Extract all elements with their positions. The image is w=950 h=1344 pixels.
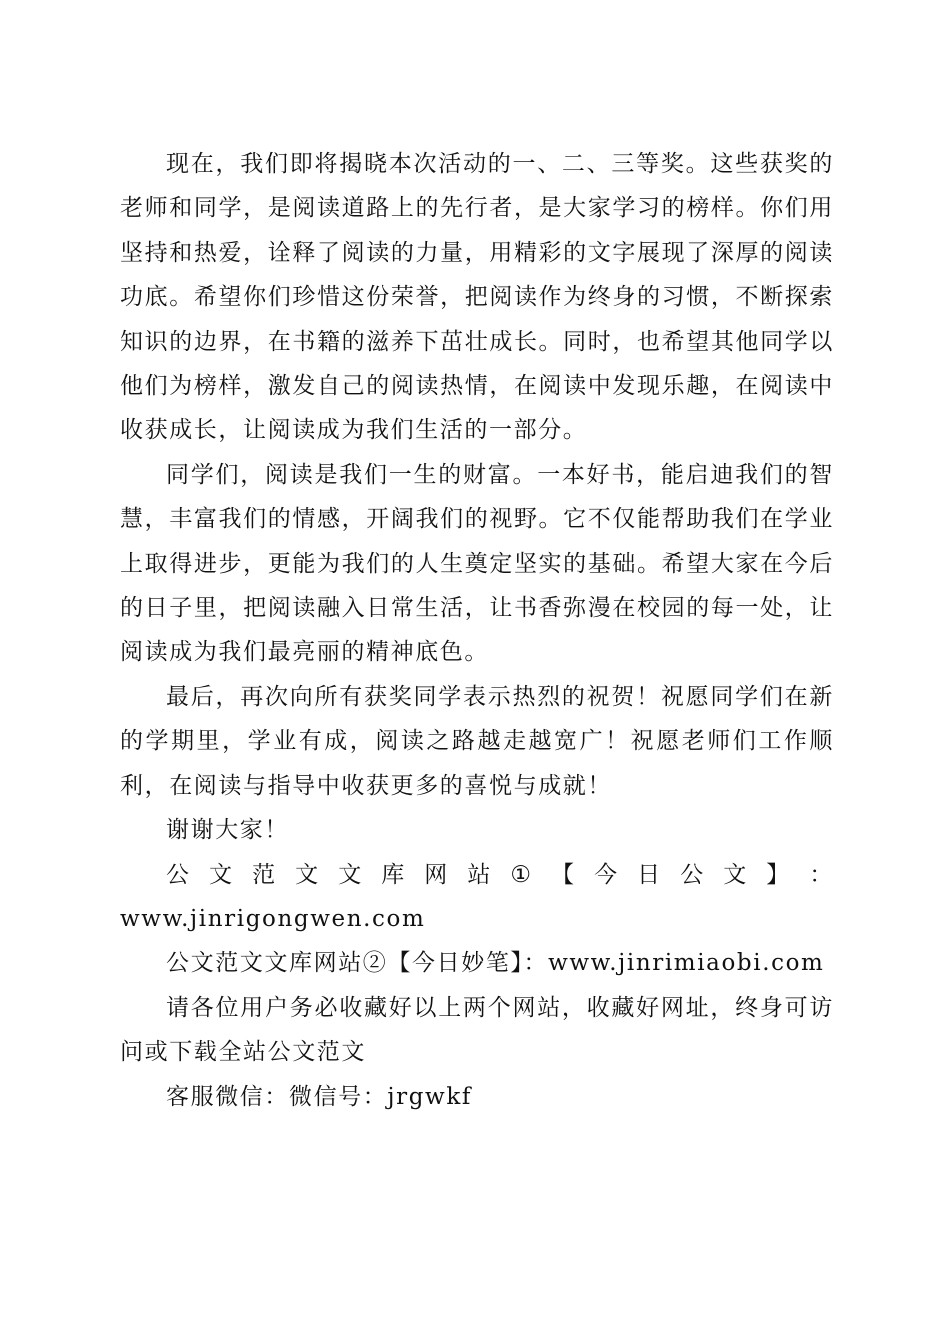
paragraph-award-announcement: 现在，我们即将揭晓本次活动的一、二、三等奖。这些获奖的老师和同学，是阅读道路上的先行者，是大家学习的榜样。你们用坚持和热爱，诠释了阅读的力量，用精彩的文字展现了深厚的阅读功底。希望你们珍惜这份荣誉，把阅读作为终身的习惯，不断探索知识的边界，在书籍的滋养下茁壮成长。同时，也希望其他同学以他们为榜样，激发自己的阅读热情，在阅读中发现乐趣，在阅读中收获成长，让阅读成为我们生活的一部分。	[120, 151, 834, 444]
paragraph-reading-wealth: 同学们，阅读是我们一生的财富。一本好书，能启迪我们的智慧，丰富我们的情感，开阔我们的视野。它不仅能帮助我们在学业上取得进步，更能为我们的人生奠定坚实的基础。希望大家在今后的日子里，把阅读融入日常生活，让书香弥漫在校园的每一处，让阅读成为我们最亮丽的精神底色。	[120, 461, 834, 666]
document-body	[120, 142, 834, 1119]
customer-service-wechat: 客服微信：微信号：jrgwkf	[166, 1083, 472, 1110]
paragraph-closing-wishes: 最后，再次向所有获奖同学表示热烈的祝贺！祝愿同学们在新的学期里，学业有成，阅读之路越走越宽广！祝愿老师们工作顺利，在阅读与指导中收获更多的喜悦与成就！	[120, 683, 834, 799]
paragraph-thanks: 谢谢大家！	[166, 817, 289, 844]
site1-label: 公 文 范 文 文 库 网 站 ① 【 今 日 公 文 】 ：	[166, 861, 834, 888]
site2-info: 公文范文文库网站②【今日妙笔】：www.jinrimiaobi.com	[166, 950, 825, 977]
site1-url: www.jinrigongwen.com	[120, 905, 426, 932]
bookmark-notice: 请各位用户务必收藏好以上两个网站，收藏好网址，终身可访问或下载全站公文范文	[120, 994, 834, 1066]
